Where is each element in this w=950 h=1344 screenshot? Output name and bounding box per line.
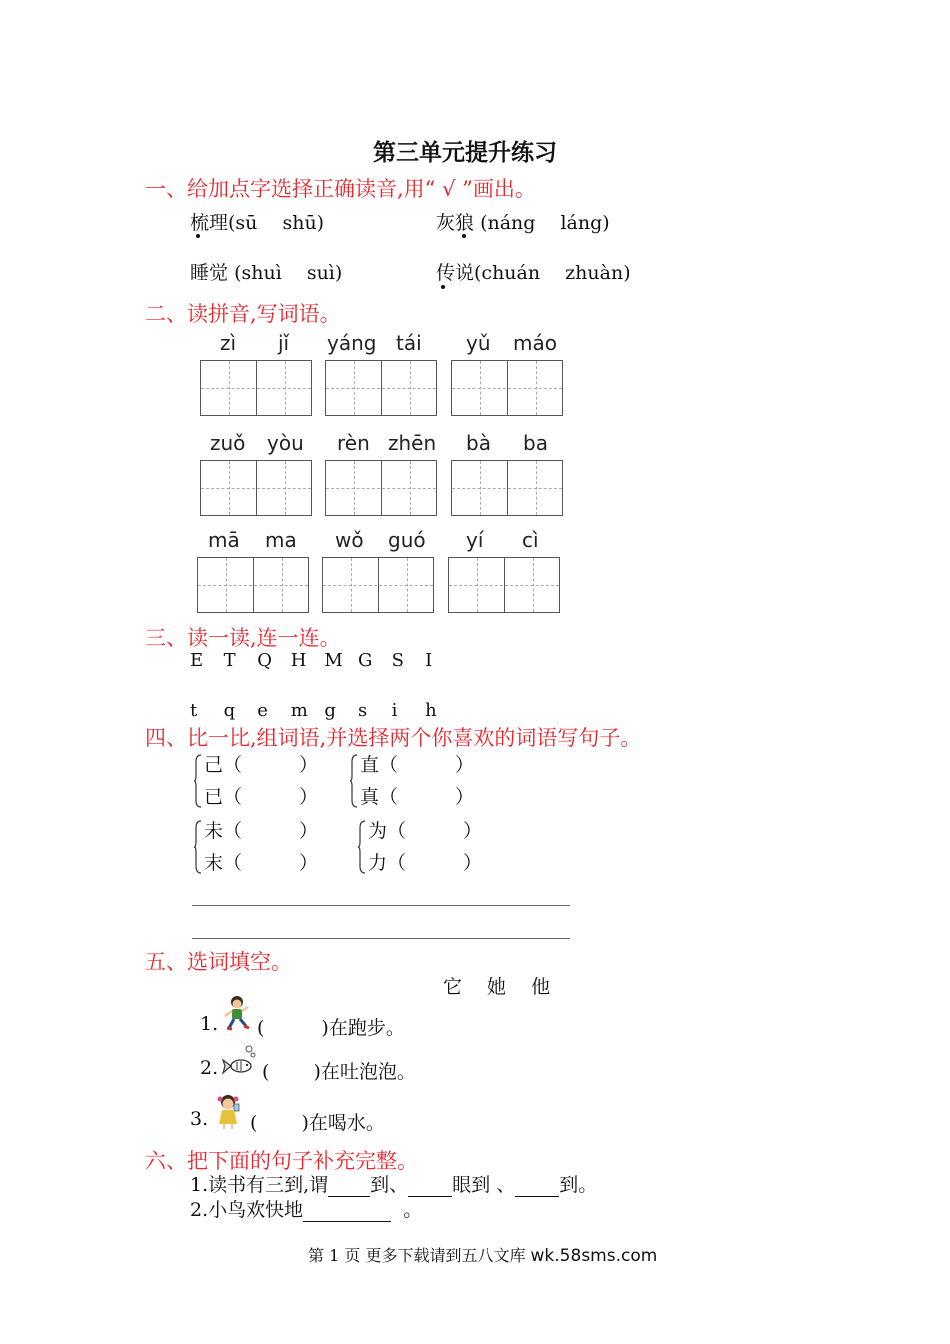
compare-word: 己（ ） (204, 754, 319, 776)
letter[interactable]: h (425, 700, 437, 721)
compare-word: 已（ ） (204, 786, 319, 808)
letter[interactable]: s (357, 700, 368, 721)
writing-grid[interactable] (325, 360, 437, 416)
s1-word: 灰狼 (436, 212, 475, 234)
compare-word: 真（ ） (360, 786, 475, 808)
s6-text: 眼到 、 (452, 1174, 516, 1196)
pinyin: mā (208, 528, 240, 552)
s1-options: (chuán zhuàn) (474, 262, 631, 284)
letter[interactable]: g (324, 700, 336, 721)
letter[interactable]: E (190, 650, 204, 671)
pinyin: ma (265, 528, 297, 552)
pinyin: yí (466, 528, 484, 552)
s5-item-number: 1. (200, 1013, 219, 1035)
letter[interactable]: G (357, 650, 373, 671)
compare-word: 为（ ） (368, 820, 483, 842)
letter[interactable]: e (257, 700, 268, 721)
s5-item-number: 2. (200, 1057, 219, 1079)
pinyin: máo (513, 331, 557, 355)
brace-icon (350, 754, 358, 808)
s5-item-text: ( )在吐泡泡。 (262, 1061, 416, 1083)
s6-line-2 (190, 1195, 422, 1222)
letter[interactable]: m (290, 700, 308, 721)
letter[interactable]: t (190, 700, 198, 721)
compare-word: 末（ ） (204, 852, 319, 874)
pinyin: yǔ (466, 331, 491, 355)
s6-text: 到、 (370, 1174, 409, 1196)
word-choices: 它 她 他 (443, 976, 551, 998)
page-title: 第三单元提升练习 (373, 139, 557, 166)
brace-icon (358, 820, 366, 874)
writing-grid[interactable] (448, 557, 560, 613)
s1-item-3 (190, 258, 342, 285)
footer-text: 第 1 页 更多下载请到五八文库 (308, 1246, 531, 1265)
running-boy-icon (219, 994, 253, 1032)
s1-word: 梳理 (190, 212, 229, 234)
pinyin: jǐ (278, 331, 290, 355)
s5-item-number: 3. (190, 1108, 209, 1130)
writing-grid[interactable] (197, 557, 309, 613)
s1-item-2 (436, 208, 610, 235)
uppercase-letters (190, 650, 459, 671)
pinyin: cì (522, 528, 539, 552)
section-1-heading: 一、给加点字选择正确读音,用“ √ ”画出。 (145, 177, 536, 201)
pinyin: guó (388, 528, 426, 552)
fill-blank[interactable] (515, 1174, 559, 1197)
writing-grid[interactable] (451, 360, 563, 416)
brace-icon (194, 754, 202, 808)
s6-text: 到。 (559, 1174, 598, 1196)
s5-item-text: ( )在喝水。 (250, 1112, 385, 1134)
fill-blank[interactable] (408, 1174, 452, 1197)
section-2-heading: 二、读拼音,写词语。 (145, 302, 341, 326)
pinyin: wǒ (335, 528, 364, 552)
page-footer (308, 1243, 657, 1266)
s1-item-1 (190, 208, 324, 235)
s1-item-4 (436, 258, 631, 285)
fill-blank[interactable] (303, 1199, 391, 1222)
lowercase-letters (190, 700, 459, 721)
pinyin: bà (466, 431, 491, 455)
section-3-heading: 三、读一读,连一连。 (145, 626, 341, 650)
compare-word: 力（ ） (368, 852, 483, 874)
s6-text: 2.小鸟欢快地 (190, 1199, 304, 1221)
pinyin: zì (220, 331, 237, 355)
girl-drinking-icon (210, 1092, 246, 1130)
s1-word: 传说 (436, 262, 475, 284)
letter[interactable]: i (391, 700, 398, 721)
letter[interactable]: M (324, 650, 343, 671)
fill-blank[interactable] (328, 1174, 370, 1197)
writing-grid[interactable] (200, 460, 312, 516)
s1-options: (sū shū) (228, 212, 325, 234)
emphasis-dot (462, 234, 466, 238)
fish-icon (219, 1044, 259, 1080)
compare-word: 直（ ） (360, 754, 475, 776)
writing-grid[interactable] (200, 360, 312, 416)
answer-line[interactable] (192, 938, 570, 939)
section-4-heading: 四、比一比,组词语,并选择两个你喜欢的词语写句子。 (145, 726, 642, 750)
letter[interactable]: S (391, 650, 404, 671)
section-6-heading: 六、把下面的句子补充完整。 (145, 1149, 418, 1173)
emphasis-dot (196, 234, 200, 238)
s1-options: (náng láng) (480, 212, 610, 234)
pinyin: ba (523, 431, 548, 455)
s5-item-text: ( )在跑步。 (257, 1017, 405, 1039)
compare-word: 未（ ） (204, 820, 319, 842)
s1-word: 睡觉 (190, 262, 229, 284)
writing-grid[interactable] (322, 557, 434, 613)
letter[interactable]: H (290, 650, 307, 671)
pinyin: zuǒ (210, 431, 246, 455)
writing-grid[interactable] (325, 460, 437, 516)
s6-text: 1.读书有三到,谓 (190, 1174, 329, 1196)
letter[interactable]: Q (257, 650, 272, 671)
section-5-heading: 五、选词填空。 (145, 950, 292, 974)
letter[interactable]: I (425, 650, 433, 671)
s6-text: 。 (403, 1199, 423, 1221)
s1-options: (shuì suì) (234, 262, 343, 284)
answer-line[interactable] (192, 905, 570, 906)
pinyin: zhēn (388, 431, 437, 455)
pinyin: rèn (337, 431, 370, 455)
emphasis-dot (441, 285, 445, 289)
letter[interactable]: q (223, 700, 236, 721)
brace-icon (194, 820, 202, 874)
pinyin: tái (396, 331, 422, 355)
pinyin: yòu (267, 431, 304, 455)
pinyin: yáng (327, 331, 377, 355)
footer-site[interactable]: wk.58sms.com (530, 1246, 658, 1266)
letter[interactable]: T (223, 650, 236, 671)
s6-line-1 (190, 1170, 597, 1197)
writing-grid[interactable] (451, 460, 563, 516)
